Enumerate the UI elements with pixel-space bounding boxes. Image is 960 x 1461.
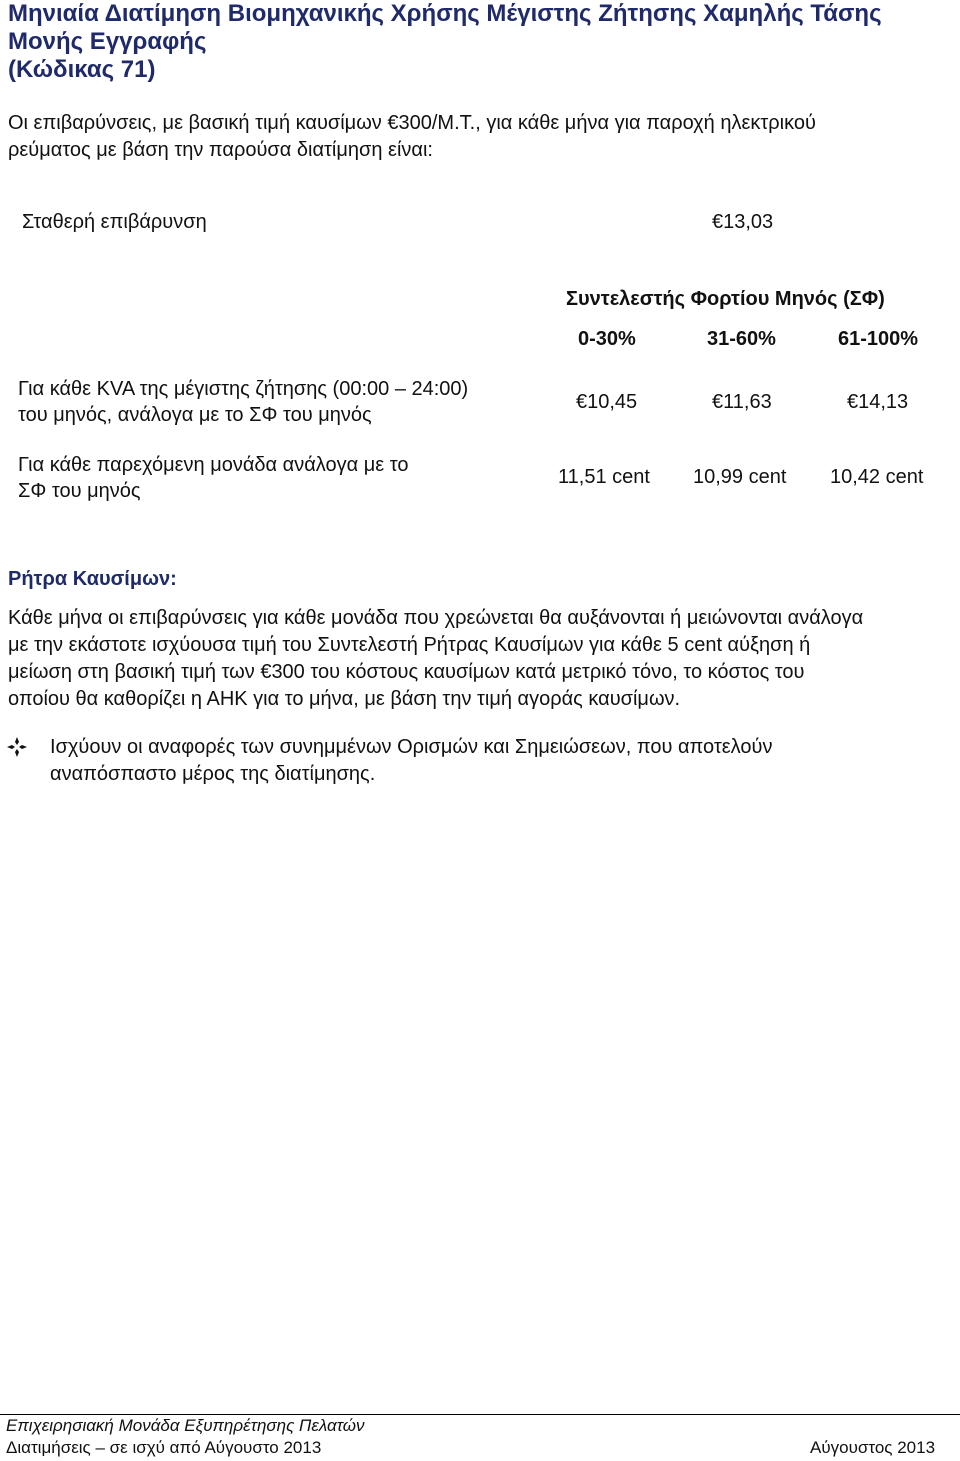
unit-charge-value-low: 11,51 cent: [558, 466, 650, 488]
column-header-mid: 31-60%: [707, 328, 776, 350]
fuel-clause-line-1: Κάθε μήνα οι επιβαρύνσεις για κάθε μονάδα που χρεώνεται θα αυξάνονται ή μειώνονται ανάλογα: [8, 607, 864, 629]
load-factor-header: Συντελεστής Φορτίου Μηνός (ΣΦ): [566, 288, 885, 310]
document-title: [8, 0, 948, 84]
intro-paragraph: [8, 110, 948, 164]
diamond-bullet-icon: [6, 736, 28, 758]
fuel-clause-title: Ρήτρα Καυσίμων:: [8, 568, 177, 590]
unit-charge-value-mid: 10,99 cent: [693, 466, 787, 488]
column-header-low: 0-30%: [578, 328, 636, 350]
fixed-charge-label: Σταθερή επιβάρυνση: [22, 211, 207, 233]
intro-line-2: ρεύματος με βάση την παρούσα διατίμηση είναι:: [8, 139, 433, 161]
fuel-clause-line-2: με την εκάστοτε ισχύουσα τιμή του Συντελεστή Ρήτρας Καυσίμων για κάθε 5 cent αύξηση ή: [8, 634, 811, 656]
note-line-1: Ισχύουν οι αναφορές των συνημμένων Ορισμών και Σημειώσεων, που αποτελούν: [50, 736, 773, 758]
title-line-3: (Κώδικας 71): [8, 56, 156, 83]
unit-charge-label: [18, 452, 408, 504]
fuel-clause-line-3: μείωση στη βασική τιμή των €300 του κόστους καυσίμων κατά μετρικό τόνο, το κόστος του: [8, 661, 805, 683]
intro-line-1: Οι επιβαρύνσεις, με βασική τιμή καυσίμων €300/Μ.Τ., για κάθε μήνα για παροχή ηλεκτρικού: [8, 112, 816, 134]
column-header-high: 61-100%: [838, 328, 919, 350]
unit-charge-label-line-1: Για κάθε παρεχόμενη μονάδα ανάλογα με το: [18, 454, 409, 476]
title-line-2: Μονής Εγγραφής: [8, 28, 207, 55]
fuel-clause-body: [8, 605, 958, 713]
fuel-clause-line-4: οποίου θα καθορίζει η ΑΗΚ για το μήνα, με βάση την τιμή αγοράς καυσίμων.: [8, 688, 681, 710]
footer-issue-date: Αύγουστος 2013: [810, 1438, 936, 1457]
note-line-2: αναπόσπαστο μέρος της διατίμησης.: [50, 763, 376, 785]
kva-charge-value-high: €14,13: [847, 391, 909, 413]
footer-department: Επιχειρησιακή Μονάδα Εξυπηρέτησης Πελατών: [6, 1416, 365, 1435]
footer-effective-date: Διατιμήσεις – σε ισχύ από Αύγουστο 2013: [6, 1438, 322, 1457]
kva-charge-label-line-2: του μηνός, ανάλογα με το ΣΦ του μηνός: [18, 404, 372, 426]
footer-divider: [0, 1414, 960, 1415]
unit-charge-label-line-2: ΣΦ του μηνός: [18, 480, 141, 502]
kva-charge-value-low: €10,45: [576, 391, 638, 413]
kva-charge-value-mid: €11,63: [712, 391, 772, 413]
title-line-1: Μηνιαία Διατίμηση Βιομηχανικής Χρήσης Μέγιστης Ζήτησης Χαμηλής Τάσης: [8, 0, 882, 27]
kva-charge-label-line-1: Για κάθε KVA της μέγιστης ζήτησης (00:00 – 24:00): [18, 378, 469, 400]
kva-charge-label: [18, 376, 468, 428]
note-paragraph: [50, 734, 772, 788]
fixed-charge-value: €13,03: [712, 211, 774, 233]
unit-charge-value-high: 10,42 cent: [830, 466, 924, 488]
